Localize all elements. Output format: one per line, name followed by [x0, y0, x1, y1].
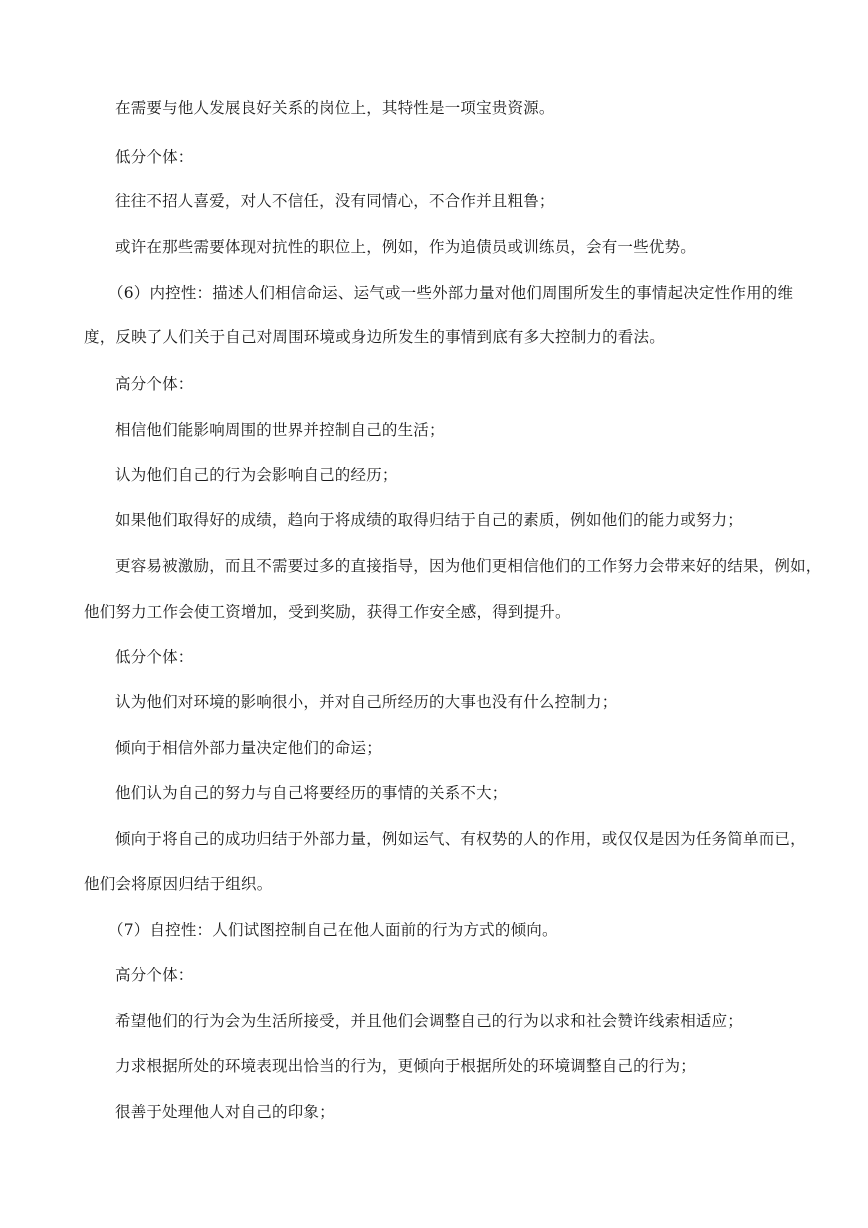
paragraph-line: 相信他们能影响周围的世界并控制自己的生活； — [115, 421, 445, 439]
paragraph-line: 在需要与他人发展良好关系的岗位上，其特性是一项宝贵资源。 — [115, 99, 555, 117]
paragraph-line: 往往不招人喜爱，对人不信任，没有同情心，不合作并且粗鲁； — [115, 192, 555, 210]
section-heading-self-monitoring: （7）自控性：人们试图控制自己在他人面前的行为方式的倾向。 — [108, 921, 558, 939]
paragraph-line: 认为他们自己的行为会影响自己的经历； — [115, 466, 398, 484]
section-label-high-score: 高分个体： — [115, 375, 194, 393]
section-label-low-score: 低分个体： — [115, 148, 194, 166]
section-label-low-score: 低分个体： — [115, 648, 194, 666]
paragraph-line: 他们会将原因归结于组织。 — [84, 875, 273, 893]
paragraph-line: 倾向于相信外部力量决定他们的命运； — [115, 739, 382, 757]
paragraph-line: 如果他们取得好的成绩，趋向于将成绩的取得归结于自己的素质，例如他们的能力或努力； — [115, 511, 744, 529]
section-heading-internal-control: （6）内控性：描述人们相信命运、运气或一些外部力量对他们周围所发生的事情起决定性作用的维 — [108, 284, 794, 302]
paragraph-line: 更容易被激励，而且不需要过多的直接指导，因为他们更相信他们的工作努力会带来好的结果，例如， — [115, 557, 822, 575]
paragraph-line: 很善于处理他人对自己的印象； — [115, 1103, 335, 1121]
paragraph-line: 认为他们对环境的影响很小，并对自己所经历的大事也没有什么控制力； — [115, 693, 618, 711]
section-label-high-score: 高分个体： — [115, 966, 194, 984]
paragraph-line: 他们努力工作会使工资增加，受到奖励，获得工作安全感，得到提升。 — [84, 603, 571, 621]
paragraph-line: 度，反映了人们关于自己对周围环境或身边所发生的事情到底有多大控制力的看法。 — [84, 328, 665, 346]
paragraph-line: 希望他们的行为会为生活所接受，并且他们会调整自己的行为以求和社会赞许线索相适应； — [115, 1012, 744, 1030]
paragraph-line: 或许在那些需要体现对抗性的职位上，例如，作为追债员或训练员，会有一些优势。 — [115, 238, 696, 256]
paragraph-line: 力求根据所处的环境表现出恰当的行为，更倾向于根据所处的环境调整自己的行为； — [115, 1057, 696, 1075]
paragraph-line: 他们认为自己的努力与自己将要经历的事情的关系不大； — [115, 784, 508, 802]
paragraph-line: 倾向于将自己的成功归结于外部力量，例如运气、有权势的人的作用，或仅仅是因为任务简单而已， — [115, 830, 806, 848]
